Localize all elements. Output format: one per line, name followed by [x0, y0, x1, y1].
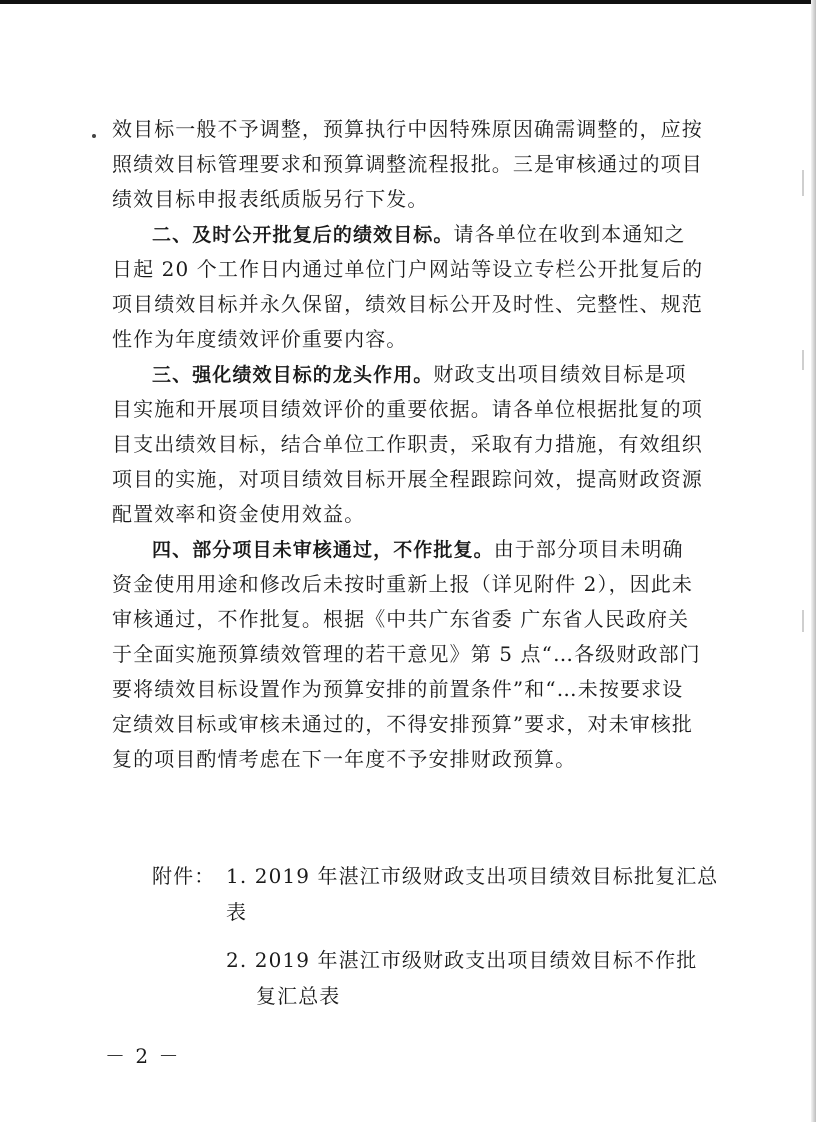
body-line: 项目的实施，对项目绩效目标开展全程跟踪问效，提高财政资源 — [112, 467, 703, 491]
page-number: － 2 － — [105, 1044, 181, 1068]
body-line: 审核通过，不作批复。根据《中共广东省委 广东省人民政府关 — [112, 607, 690, 631]
section-2-text: 请各单位在收到本通知之 — [453, 222, 686, 246]
attachment-item-2 — [152, 942, 712, 978]
section-3-text: 财政支出项目绩效目标是项 — [433, 362, 687, 386]
body-line: 配置效率和资金使用效益。 — [112, 502, 366, 526]
attachment-item-1-line1: 1. 2019 年湛江市级财政支出项目绩效目标批复汇总 — [226, 864, 719, 888]
section-4-heading: 四、部分项目未审核通过，不作批复。 — [152, 539, 494, 561]
body-line: 项目绩效目标并永久保留，绩效目标公开及时性、完整性、规范 — [112, 292, 703, 316]
attachment-item-2-line2: 复汇总表 — [256, 984, 341, 1008]
body-line: 目实施和开展项目绩效评价的重要依据。请各单位根据批复的项 — [112, 397, 703, 421]
body-line: 要将绩效目标设置作为预算安排的前置条件”和“…未按要求设 — [112, 677, 684, 701]
scan-edge-top — [0, 0, 816, 4]
scan-mark — [802, 610, 804, 632]
attachment-item-1 — [152, 858, 719, 894]
section-2-first-line — [112, 217, 712, 252]
body-line: 目支出绩效目标，结合单位工作职责，采取有力措施，有效组织 — [112, 432, 703, 456]
attachments-label: 附件： — [152, 864, 216, 888]
document-body — [112, 112, 712, 777]
body-line: 日起 20 个工作日内通过单位门户网站等设立专栏公开批复后的 — [112, 257, 704, 281]
section-3-first-line — [112, 357, 712, 392]
body-line: 于全面实施预算绩效管理的若干意见》第 5 点“…各级财政部门 — [112, 642, 701, 666]
body-line: 绩效目标申报表纸质版另行下发。 — [112, 187, 429, 211]
section-3-heading: 三、强化绩效目标的龙头作用。 — [152, 364, 434, 386]
scan-mark — [802, 170, 804, 196]
attachment-item-1-cont — [152, 894, 712, 930]
section-4-first-line — [112, 532, 712, 567]
body-line: 定绩效目标或审核未通过的，不得安排预算”要求，对未审核批 — [112, 712, 694, 736]
attachment-item-2-cont — [152, 978, 712, 1014]
body-line: 性作为年度绩效评价重要内容。 — [112, 327, 408, 351]
body-line: 照绩效目标管理要求和预算调整流程报批。三是审核通过的项目 — [112, 152, 703, 176]
body-line: 资金使用用途和修改后未按时重新上报（详见附件 2），因此未 — [112, 572, 693, 596]
attachment-item-2-line1: 2. 2019 年湛江市级财政支出项目绩效目标不作批 — [226, 948, 698, 972]
stray-dot — [92, 134, 96, 138]
attachment-item-1-line2: 表 — [226, 900, 248, 924]
attachments-block — [152, 858, 719, 1014]
body-line: 复的项目酌情考虑在下一年度不予安排财政预算。 — [112, 747, 577, 771]
scan-mark — [802, 350, 804, 370]
section-2-heading: 二、及时公开批复后的绩效目标。 — [152, 224, 454, 246]
body-line: 效目标一般不予调整，预算执行中因特殊原因确需调整的，应按 — [112, 117, 703, 141]
scan-edge-right — [811, 0, 816, 1122]
section-4-text: 由于部分项目未明确 — [493, 537, 684, 561]
